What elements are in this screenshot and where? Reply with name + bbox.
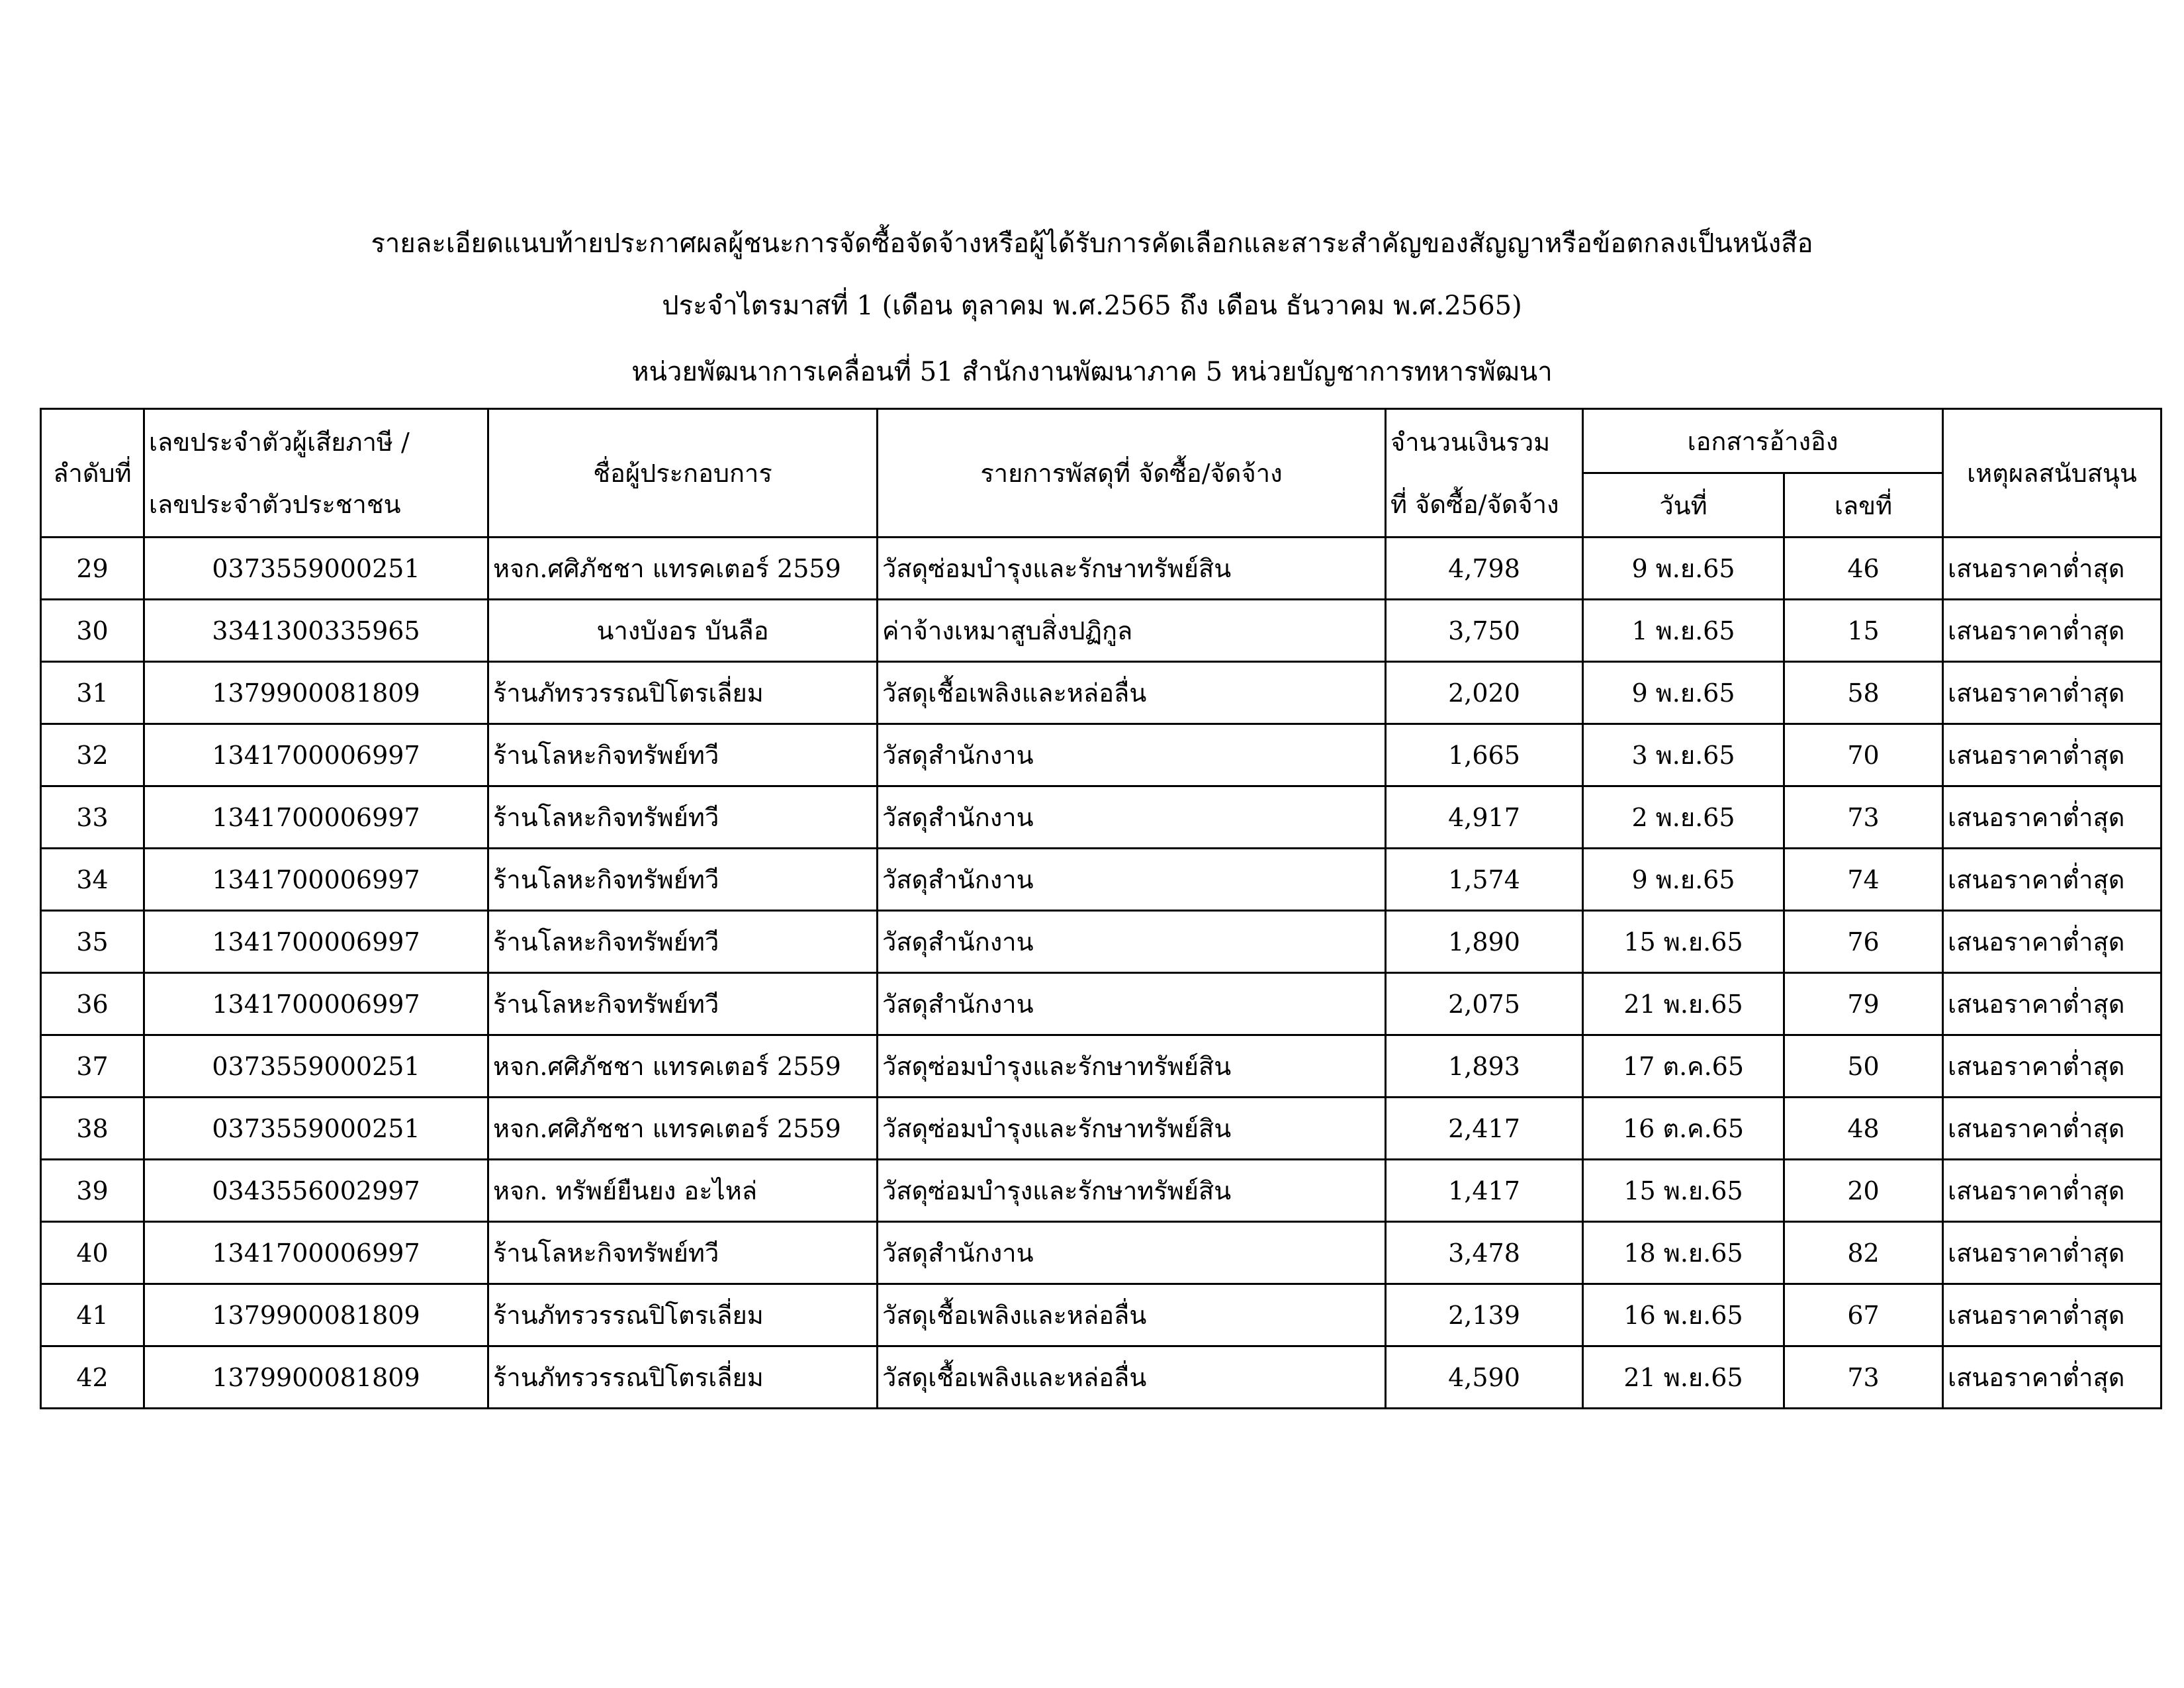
cell-doc-no: 20 <box>1784 1160 1943 1222</box>
cell-taxid: 1341700006997 <box>144 849 488 911</box>
cell-amount: 1,665 <box>1386 724 1583 786</box>
table-row <box>41 1098 2161 1160</box>
cell-vendor: หจก. ทรัพย์ยืนยง อะไหล่ <box>488 1160 878 1222</box>
cell-taxid: 0373559000251 <box>144 1098 488 1160</box>
col-header-item: รายการพัสดุที่ จัดซื้อ/จัดจ้าง <box>878 409 1386 538</box>
cell-vendor: นางบังอร บันลือ <box>488 600 878 662</box>
procurement-table <box>40 408 2162 1409</box>
cell-amount: 2,075 <box>1386 973 1583 1035</box>
cell-amount: 2,139 <box>1386 1284 1583 1346</box>
cell-date: 16 พ.ย.65 <box>1583 1284 1784 1346</box>
cell-reason: เสนอราคาต่ำสุด <box>1943 1160 2161 1222</box>
cell-amount: 4,798 <box>1386 538 1583 600</box>
cell-order: 30 <box>41 600 144 662</box>
cell-doc-no: 73 <box>1784 1346 1943 1409</box>
cell-taxid: 1379900081809 <box>144 662 488 724</box>
cell-reason: เสนอราคาต่ำสุด <box>1943 724 2161 786</box>
cell-reason: เสนอราคาต่ำสุด <box>1943 973 2161 1035</box>
cell-reason: เสนอราคาต่ำสุด <box>1943 1284 2161 1346</box>
report-period: ประจำไตรมาสที่ 1 (เดือน ตุลาคม พ.ศ.2565 ถึง เดือน ธันวาคม พ.ศ.2565) <box>662 291 1522 321</box>
col-header-ref-no: เลขที่ <box>1784 473 1943 538</box>
cell-item: วัสดุสำนักงาน <box>878 911 1386 973</box>
cell-amount: 2,417 <box>1386 1098 1583 1160</box>
cell-item: วัสดุซ่อมบำรุงและรักษาทรัพย์สิน <box>878 1035 1386 1098</box>
cell-vendor: ร้านโลหะกิจทรัพย์ทวี <box>488 1222 878 1284</box>
table-row <box>41 1346 2161 1409</box>
cell-item: วัสดุซ่อมบำรุงและรักษาทรัพย์สิน <box>878 1098 1386 1160</box>
cell-item: วัสดุสำนักงาน <box>878 786 1386 849</box>
cell-amount: 4,917 <box>1386 786 1583 849</box>
table-body <box>41 538 2161 1409</box>
cell-item: วัสดุสำนักงาน <box>878 724 1386 786</box>
table-row <box>41 1160 2161 1222</box>
cell-order: 35 <box>41 911 144 973</box>
cell-order: 36 <box>41 973 144 1035</box>
table-row <box>41 1222 2161 1284</box>
cell-item: วัสดุเชื้อเพลิงและหล่อลื่น <box>878 1346 1386 1409</box>
cell-order: 29 <box>41 538 144 600</box>
cell-date: 2 พ.ย.65 <box>1583 786 1784 849</box>
table-row <box>41 1284 2161 1346</box>
cell-item: วัสดุเชื้อเพลิงและหล่อลื่น <box>878 1284 1386 1346</box>
cell-date: 17 ต.ค.65 <box>1583 1035 1784 1098</box>
cell-doc-no: 58 <box>1784 662 1943 724</box>
col-header-ref-date: วันที่ <box>1583 473 1784 538</box>
cell-order: 42 <box>41 1346 144 1409</box>
cell-vendor: หจก.ศศิภัชชา แทรคเตอร์ 2559 <box>488 1035 878 1098</box>
table-row <box>41 1035 2161 1098</box>
cell-vendor: ร้านโลหะกิจทรัพย์ทวี <box>488 724 878 786</box>
cell-order: 32 <box>41 724 144 786</box>
cell-reason: เสนอราคาต่ำสุด <box>1943 600 2161 662</box>
report-unit: หน่วยพัฒนาการเคลื่อนที่ 51 สำนักงานพัฒนาภาค 5 หน่วยบัญชาการทหารพัฒนา <box>631 357 1553 387</box>
col-header-taxid-line1: เลขประจำตัวผู้เสียภาษี / <box>149 427 410 457</box>
cell-taxid: 1341700006997 <box>144 1222 488 1284</box>
col-header-taxid <box>144 409 488 538</box>
cell-doc-no: 50 <box>1784 1035 1943 1098</box>
table-row <box>41 724 2161 786</box>
cell-date: 18 พ.ย.65 <box>1583 1222 1784 1284</box>
cell-date: 9 พ.ย.65 <box>1583 662 1784 724</box>
cell-reason: เสนอราคาต่ำสุด <box>1943 1098 2161 1160</box>
cell-reason: เสนอราคาต่ำสุด <box>1943 849 2161 911</box>
cell-vendor: ร้านโลหะกิจทรัพย์ทวี <box>488 973 878 1035</box>
cell-date: 3 พ.ย.65 <box>1583 724 1784 786</box>
cell-order: 34 <box>41 849 144 911</box>
col-header-taxid-line2: เลขประจำตัวประชาชน <box>149 489 401 519</box>
table-row <box>41 973 2161 1035</box>
cell-vendor: หจก.ศศิภัชชา แทรคเตอร์ 2559 <box>488 1098 878 1160</box>
cell-item: วัสดุสำนักงาน <box>878 973 1386 1035</box>
col-header-reason: เหตุผลสนับสนุน <box>1943 409 2161 538</box>
cell-taxid: 1341700006997 <box>144 724 488 786</box>
col-header-order: ลำดับที่ <box>41 409 144 538</box>
cell-order: 41 <box>41 1284 144 1346</box>
cell-doc-no: 70 <box>1784 724 1943 786</box>
cell-item: วัสดุสำนักงาน <box>878 849 1386 911</box>
cell-reason: เสนอราคาต่ำสุด <box>1943 911 2161 973</box>
cell-doc-no: 73 <box>1784 786 1943 849</box>
cell-amount: 1,890 <box>1386 911 1583 973</box>
table-row <box>41 600 2161 662</box>
col-header-amount-line1: จำนวนเงินรวม <box>1390 427 1551 457</box>
cell-taxid: 1379900081809 <box>144 1284 488 1346</box>
cell-doc-no: 15 <box>1784 600 1943 662</box>
table-row <box>41 538 2161 600</box>
cell-order: 40 <box>41 1222 144 1284</box>
cell-reason: เสนอราคาต่ำสุด <box>1943 1222 2161 1284</box>
cell-reason: เสนอราคาต่ำสุด <box>1943 1035 2161 1098</box>
col-header-amount-line2: ที่ จัดซื้อ/จัดจ้าง <box>1390 489 1559 519</box>
cell-vendor: ร้านภัทรวรรณปิโตรเลี่ยม <box>488 662 878 724</box>
cell-order: 33 <box>41 786 144 849</box>
cell-doc-no: 67 <box>1784 1284 1943 1346</box>
table-row <box>41 849 2161 911</box>
cell-amount: 3,478 <box>1386 1222 1583 1284</box>
cell-item: วัสดุซ่อมบำรุงและรักษาทรัพย์สิน <box>878 538 1386 600</box>
cell-amount: 3,750 <box>1386 600 1583 662</box>
cell-vendor: หจก.ศศิภัชชา แทรคเตอร์ 2559 <box>488 538 878 600</box>
cell-date: 9 พ.ย.65 <box>1583 538 1784 600</box>
cell-order: 31 <box>41 662 144 724</box>
report-title: รายละเอียดแนบท้ายประกาศผลผู้ชนะการจัดซื้อจัดจ้างหรือผู้ได้รับการคัดเลือกและสาระสำคัญของสัญญาหรือข้อตกลงเป็นหนังสือ <box>371 228 1813 259</box>
cell-taxid: 1379900081809 <box>144 1346 488 1409</box>
cell-date: 15 พ.ย.65 <box>1583 1160 1784 1222</box>
cell-taxid: 3341300335965 <box>144 600 488 662</box>
cell-date: 16 ต.ค.65 <box>1583 1098 1784 1160</box>
cell-reason: เสนอราคาต่ำสุด <box>1943 1346 2161 1409</box>
cell-item: ค่าจ้างเหมาสูบสิ่งปฏิกูล <box>878 600 1386 662</box>
cell-item: วัสดุสำนักงาน <box>878 1222 1386 1284</box>
cell-date: 15 พ.ย.65 <box>1583 911 1784 973</box>
cell-reason: เสนอราคาต่ำสุด <box>1943 786 2161 849</box>
cell-item: วัสดุซ่อมบำรุงและรักษาทรัพย์สิน <box>878 1160 1386 1222</box>
col-header-amount <box>1386 409 1583 538</box>
cell-doc-no: 74 <box>1784 849 1943 911</box>
cell-vendor: ร้านโลหะกิจทรัพย์ทวี <box>488 911 878 973</box>
cell-doc-no: 79 <box>1784 973 1943 1035</box>
cell-reason: เสนอราคาต่ำสุด <box>1943 662 2161 724</box>
cell-amount: 1,574 <box>1386 849 1583 911</box>
table-row <box>41 911 2161 973</box>
cell-doc-no: 82 <box>1784 1222 1943 1284</box>
cell-doc-no: 76 <box>1784 911 1943 973</box>
table-header <box>41 409 2161 538</box>
cell-vendor: ร้านภัทรวรรณปิโตรเลี่ยม <box>488 1284 878 1346</box>
cell-order: 39 <box>41 1160 144 1222</box>
cell-date: 21 พ.ย.65 <box>1583 973 1784 1035</box>
col-header-ref-doc: เอกสารอ้างอิง <box>1583 409 1943 473</box>
cell-taxid: 0373559000251 <box>144 538 488 600</box>
table-row <box>41 786 2161 849</box>
cell-order: 37 <box>41 1035 144 1098</box>
cell-doc-no: 46 <box>1784 538 1943 600</box>
cell-taxid: 1341700006997 <box>144 786 488 849</box>
cell-reason: เสนอราคาต่ำสุด <box>1943 538 2161 600</box>
cell-amount: 1,417 <box>1386 1160 1583 1222</box>
table-row <box>41 662 2161 724</box>
cell-taxid: 1341700006997 <box>144 911 488 973</box>
cell-amount: 4,590 <box>1386 1346 1583 1409</box>
cell-taxid: 0343556002997 <box>144 1160 488 1222</box>
cell-taxid: 1341700006997 <box>144 973 488 1035</box>
cell-date: 9 พ.ย.65 <box>1583 849 1784 911</box>
cell-doc-no: 48 <box>1784 1098 1943 1160</box>
cell-vendor: ร้านโลหะกิจทรัพย์ทวี <box>488 849 878 911</box>
cell-date: 1 พ.ย.65 <box>1583 600 1784 662</box>
cell-vendor: ร้านโลหะกิจทรัพย์ทวี <box>488 786 878 849</box>
cell-order: 38 <box>41 1098 144 1160</box>
cell-amount: 2,020 <box>1386 662 1583 724</box>
cell-date: 21 พ.ย.65 <box>1583 1346 1784 1409</box>
cell-vendor: ร้านภัทรวรรณปิโตรเลี่ยม <box>488 1346 878 1409</box>
col-header-vendor: ชื่อผู้ประกอบการ <box>488 409 878 538</box>
cell-taxid: 0373559000251 <box>144 1035 488 1098</box>
cell-amount: 1,893 <box>1386 1035 1583 1098</box>
cell-item: วัสดุเชื้อเพลิงและหล่อลื่น <box>878 662 1386 724</box>
